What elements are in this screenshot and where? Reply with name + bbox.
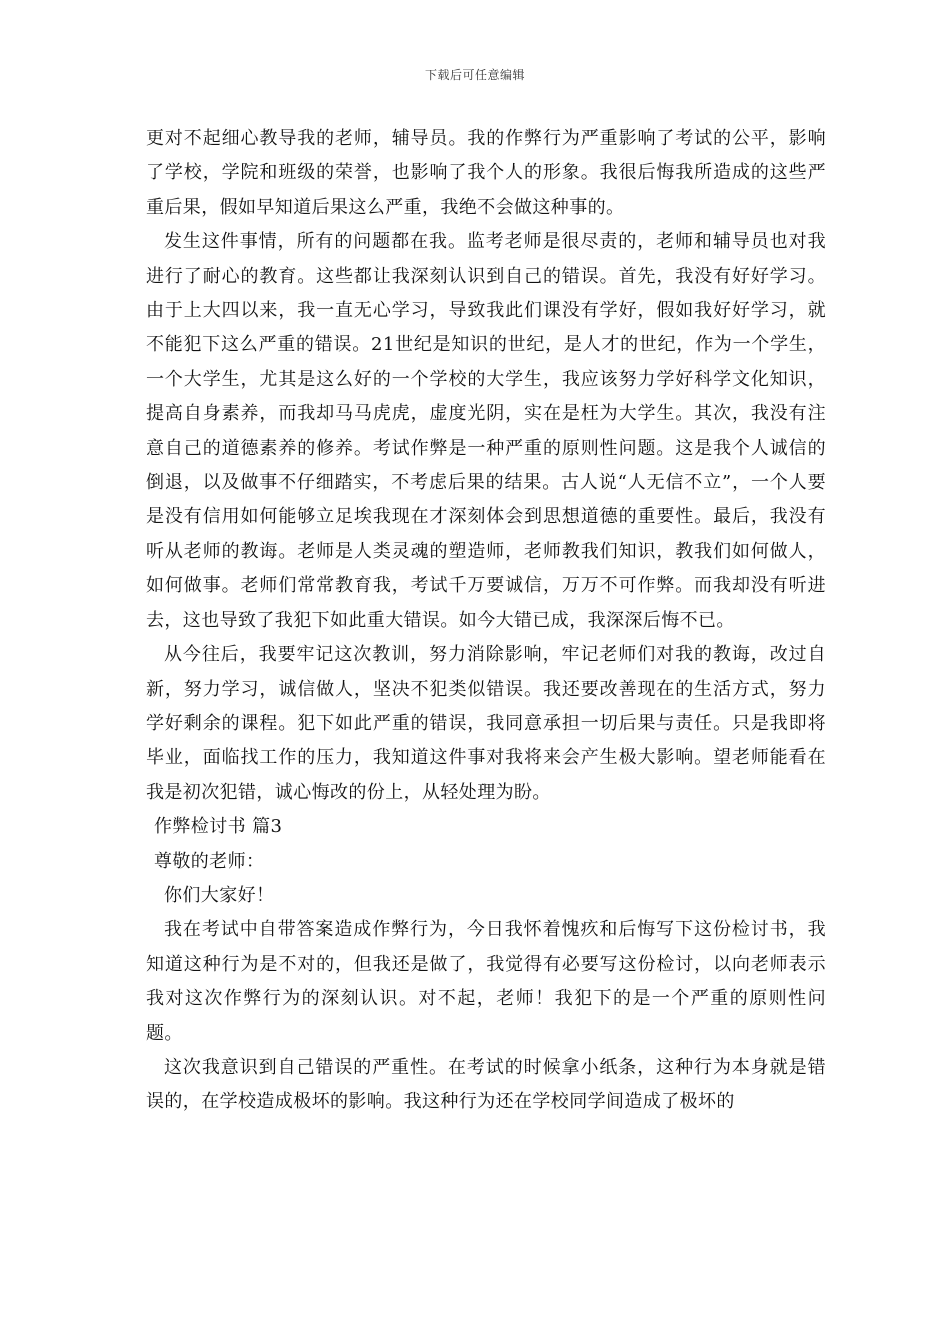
- paragraph: 从今往后，我要牢记这次教训，努力消除影响，牢记老师们对我的教诲，改过自新，努力学习，诚信做人，坚决不犯类似错误。我还要改善现在的生活方式，努力学好剩余的课程。犯下如此严重的错误，我同意承担一切后果与责任。只是我即将毕业，面临找工作的压力，我知道这件事对我将来会产生极大影响。望老师能看在我是初次犯错，诚心悔改的份上，从轻处理为盼。: [146, 644, 826, 803]
- salutation: 尊敬的老师：: [154, 850, 265, 872]
- paragraph-continued: 更对不起细心教导我的老师，辅导员。我的作弊行为严重影响了考试的公平，影响了学校，学院和班级的荣誉，也影响了我个人的形象。我很后悔我所造成的这些严重后果，假如早知道后果这么严重，我绝不会做这种事的。: [146, 128, 826, 218]
- greeting: 你们大家好！: [164, 884, 275, 906]
- paragraph: 发生这件事情，所有的问题都在我。监考老师是很尽责的，老师和辅导员也对我进行了耐心的教育。这些都让我深刻认识到自己的错误。首先，我没有好好学习。由于上大四以来，我一直无心学习，导致我此们课没有学好，假如我好好学习，就不能犯下这么严重的错误。21世纪是知识的世纪，是人才的世纪，作为一个学生，一个大学生，尤其是这么好的一个学校的大学生，我应该努力学好科学文化知识，提高自身素养，而我却马马虎虎，虚度光阴，实在是枉为大学生。其次，我没有注意自己的道德素养的修养。考试作弊是一种严重的原则性问题。这是我个人诚信的倒退，以及做事不仔细踏实，不考虑后果的结果。古人说“人无信不立”，一个人要是没有信用如何能够立足埃我现在才深刻体会到思想道德的重要性。最后，我没有听从老师的教诲。老师是人类灵魂的塑造师，老师教我们知识，教我们如何做人，如何做事。老师们常常教育我，考试千万要诚信，万万不可作弊。而我却没有听进去，这也导致了我犯下如此重大错误。如今大错已成，我深深后悔不已。: [146, 231, 826, 631]
- paragraph: 这次我意识到自己错误的严重性。在考试的时候拿小纸条，这种行为本身就是错误的，在学校造成极坏的影响。我这种行为还在学校同学间造成了极坏的: [146, 1056, 826, 1113]
- document-body: [146, 122, 826, 1120]
- header-note: 下载后可任意编辑: [424, 68, 525, 82]
- paragraph: 我在考试中自带答案造成作弊行为，今日我怀着愧疚和后悔写下这份检讨书，我知道这种行为是不对的，但我还是做了，我觉得有必要写这份检讨，以向老师表示我对这次作弊行为的深刻认识。对不起，老师！我犯下的是一个严重的原则性问题。: [146, 919, 826, 1044]
- section-title: 作弊检讨书 篇3: [154, 816, 283, 838]
